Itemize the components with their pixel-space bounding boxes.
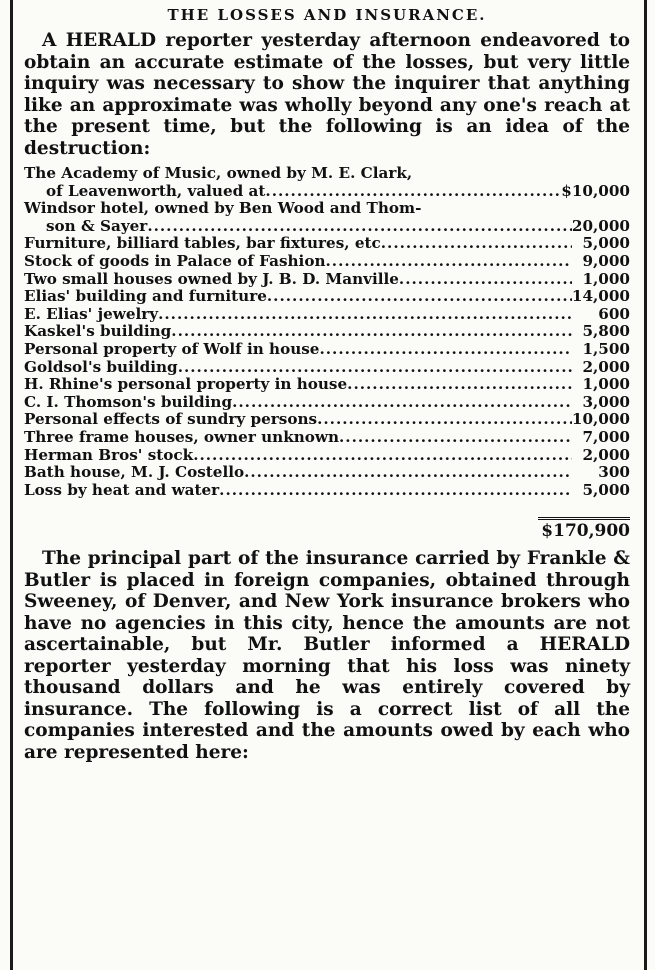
ledger-row: Personal property of Wolf in house ..... 1,500 — [24, 341, 630, 359]
ledger-amount: 600 — [598, 304, 630, 323]
ledger-row: Herman Bros' stock ..... 2,000 — [24, 447, 630, 465]
ledger-row: Loss by heat and water ..... 5,000 — [24, 482, 630, 500]
ledger-line: Windsor hotel, owned by Ben Wood and Thom- — [24, 199, 422, 218]
ledger-amount: 14,000 — [571, 287, 630, 306]
intro-text: A HERALD reporter yesterday afternoon endeavored to obtain an accurate estimate of the losses, but very little inquiry was necessary to show the inquirer that anything like an approximate was wholly beyond any one's reach at the present time, but the following is an idea of the destruction: — [24, 30, 630, 159]
ledger-amount: 3,000 — [582, 392, 630, 411]
ledger-amount: 7,000 — [582, 427, 630, 446]
ledger-amount: 5,000 — [582, 234, 630, 253]
closing-text: The principal part of the insurance carried by Frankle & Butler is placed in foreign companies, obtained through Sweeney, of Denver, and New York insurance brokers who have no agencies in this city, hence the amounts are not ascertainable, but Mr. Butler informed a HERALD reporter yesterday morning that his loss was ninety thousand dollars and he was entirely covered by insurance. The following is a correct list of all the companies interested and the amounts owed by each who are represented here: — [24, 548, 630, 763]
intro-paragraph — [24, 30, 630, 159]
ledger-amount: 1,000 — [582, 375, 630, 394]
ledger-amount: 2,000 — [582, 357, 630, 376]
ledger-line: The Academy of Music, owned by M. E. Clark, — [24, 164, 413, 182]
ledger-row: Goldsol's building ..... 2,000 — [24, 359, 630, 377]
ledger-row: E. Elias' jewelry ..... 600 — [24, 306, 630, 324]
ledger-row: Furniture, billiard tables, bar fixtures, etc ..... 5,000 — [24, 235, 630, 253]
ledger-row: Bath house, M. J. Costello ..... 300 — [24, 464, 630, 482]
total-amount: $170,900 — [541, 521, 630, 542]
ledger-row: son & Sayer ..... 20,000 — [24, 218, 630, 236]
ledger-amount: 300 — [598, 463, 630, 482]
ledger-amount: 1,000 — [582, 269, 630, 288]
ledger-amount: 5,000 — [582, 480, 630, 499]
ledger-amount: 2,000 — [582, 445, 630, 464]
closing-paragraph — [24, 548, 630, 763]
section-heading: THE LOSSES AND INSURANCE. — [167, 6, 487, 24]
news-column — [24, 6, 630, 763]
ledger-row: H. Rhine's personal property in house ..... 1,000 — [24, 376, 630, 394]
ledger-amount: 20,000 — [571, 216, 630, 235]
column-rule-right — [644, 0, 647, 970]
ledger-row: Elias' building and furniture ..... 14,000 — [24, 288, 630, 306]
column-rule-left — [10, 0, 13, 970]
ledger-row: Two small houses owned by J. B. D. Manville ..... 1,000 — [24, 271, 630, 289]
loss-ledger — [24, 165, 630, 499]
ledger-amount: 1,500 — [582, 339, 630, 358]
ledger-row: C. I. Thomson's building ..... 3,000 — [24, 394, 630, 412]
ledger-row: Stock of goods in Palace of Fashion ..... 9,000 — [24, 253, 630, 271]
ledger-row: Kaskel's building ..... 5,800 — [24, 323, 630, 341]
ledger-amount: 9,000 — [582, 251, 630, 270]
ledger-row: of Leavenworth, valued at ..... $10,000 — [24, 183, 630, 201]
ledger-amount: 5,800 — [582, 322, 630, 341]
ledger-amount: 10,000 — [571, 410, 630, 429]
ledger-amount: $10,000 — [561, 181, 630, 200]
ledger-row: Personal effects of sundry persons ..... 10,000 — [24, 411, 630, 429]
ledger-row: Three frame houses, owner unknown ..... 7,000 — [24, 429, 630, 447]
